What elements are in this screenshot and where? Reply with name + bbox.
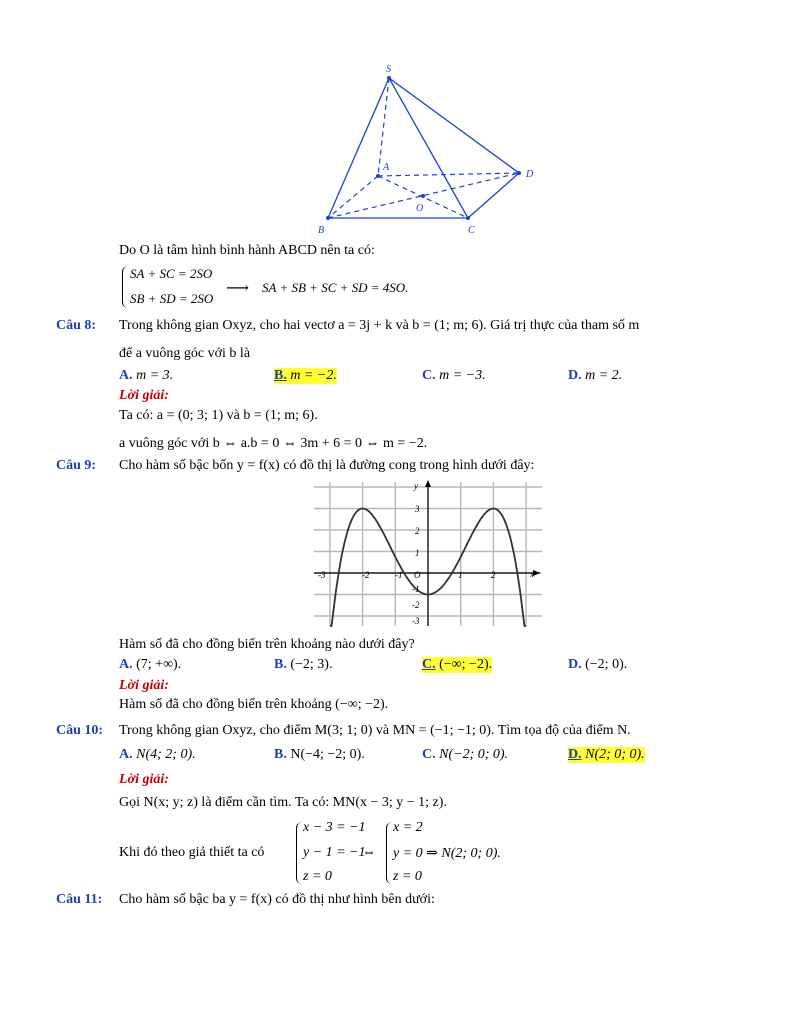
q8-option-b[interactable] — [274, 368, 337, 384]
q8-option-a[interactable] — [119, 368, 173, 384]
q10-option-a[interactable] — [119, 747, 196, 763]
q10-solution-1: Gọi N(x; y; z) là điểm cần tìm. Ta có: MN(x − 3; y − 1; z). — [119, 795, 447, 810]
label-c: C — [468, 225, 475, 236]
q8-solution-label: Lời giải: — [119, 388, 169, 403]
q9-label: Câu 9: — [56, 458, 97, 473]
x-tick-neg3: -3 — [318, 570, 326, 580]
option-key: B. — [274, 368, 287, 383]
option-text: m = 3. — [136, 368, 174, 383]
option-text: m = −3. — [439, 368, 486, 383]
q10-solution-label: Lời giải: — [119, 772, 169, 787]
option-key: C. — [422, 657, 436, 672]
option-text: m = −2. — [290, 368, 337, 383]
option-key: C. — [422, 368, 436, 383]
intro-brace — [122, 266, 128, 308]
q9-option-b[interactable] — [274, 657, 332, 673]
y-tick-neg1: -1 — [412, 584, 420, 594]
option-key: D. — [568, 657, 582, 672]
x-tick-1: 1 — [458, 570, 463, 580]
label-o: O — [416, 203, 424, 214]
q8-stem: Trong không gian Oxyz, cho hai vectơ a = 3j + k và b = (1; m; 6). Giá trị thực của tham số m — [119, 318, 640, 333]
q10-sys-left-2: y − 1 = −1 — [303, 845, 366, 860]
x-tick-neg1: -1 — [395, 570, 403, 580]
q8-stem-2: để a vuông góc với b là — [119, 346, 251, 361]
option-text: N(4; 2; 0). — [136, 747, 196, 762]
option-text: (−2; 3). — [290, 657, 333, 672]
q9-solution-1: Hàm số đã cho đồng biến trên khoảng (−∞; −2). — [119, 697, 389, 712]
q8-solution-1: Ta có: a = (0; 3; 1) và b = (1; m; 6). — [119, 408, 318, 423]
q10-option-b[interactable] — [274, 747, 365, 763]
option-key: C. — [422, 747, 436, 762]
label-s: S — [386, 64, 391, 75]
option-text: (−∞; −2). — [439, 657, 493, 672]
option-key: B. — [274, 747, 287, 762]
intro-sys-2: SB + SD = 2SO — [130, 291, 214, 306]
y-axis-label: y — [414, 481, 418, 491]
y-tick-3: 3 — [415, 504, 420, 514]
q10-sys-right-2: y = 0 ⇒ N(2; 0; 0). — [393, 846, 501, 861]
pyramid-figure — [310, 58, 550, 238]
q10-sys-right-1: x = 2 — [393, 820, 423, 835]
q9-option-d[interactable] — [568, 657, 627, 673]
q10-sys-left-3: z = 0 — [303, 869, 332, 884]
q10-option-c[interactable] — [422, 747, 508, 763]
option-key: A. — [119, 657, 133, 672]
y-tick-neg3: -3 — [412, 616, 420, 626]
option-key: A. — [119, 747, 133, 762]
quartic-graph — [312, 478, 544, 628]
q10-stem: Trong không gian Oxyz, cho điểm M(3; 1; 0) và MN = (−1; −1; 0). Tìm tọa độ của điểm N. — [119, 723, 631, 738]
intro-result: SA + SB + SC + SD = 4SO. — [262, 280, 409, 295]
option-key: B. — [274, 657, 287, 672]
q9-option-c[interactable] — [422, 657, 492, 673]
q8-solution-2: a vuông góc với b ⇔ a.b = 0 ⇔ 3m + 6 = 0 ⇔ m = −2. — [119, 436, 428, 451]
x-tick-2: 2 — [491, 570, 496, 580]
label-d: D — [526, 169, 534, 180]
intro-arrow: ⟶ — [226, 280, 249, 297]
q10-system-left-brace — [296, 822, 302, 884]
q10-sys-left-1: x − 3 = −1 — [303, 820, 366, 835]
label-b: B — [318, 225, 325, 236]
q9-solution-label: Lời giải: — [119, 678, 169, 693]
option-key: D. — [568, 368, 582, 383]
x-tick-origin: O — [414, 570, 421, 580]
q10-solution-2-prefix: Khi đó theo giả thiết ta có — [119, 845, 265, 860]
intro-line: Do O là tâm hình bình hành ABCD nên ta có: — [119, 243, 375, 258]
option-text: m = 2. — [585, 368, 623, 383]
q9-stem: Cho hàm số bậc bốn y = f(x) có đồ thị là đường cong trong hình dưới đây: — [119, 458, 535, 473]
q11-label: Câu 11: — [56, 892, 103, 907]
q9-question: Hàm số đã cho đồng biến trên khoảng nào dưới đây? — [119, 637, 415, 652]
option-text: N(−4; −2; 0). — [290, 747, 365, 762]
option-text: N(−2; 0; 0). — [439, 747, 509, 762]
q10-option-d[interactable] — [568, 747, 645, 763]
q10-system-right-brace — [386, 822, 392, 884]
q9-option-a[interactable] — [119, 657, 181, 673]
x-axis-label: x — [530, 569, 534, 579]
q8-option-c[interactable] — [422, 368, 486, 384]
y-tick-neg2: -2 — [412, 600, 420, 610]
intro-sys-1: SA + SC = 2SO — [130, 266, 213, 281]
q8-label: Câu 8: — [56, 318, 97, 333]
x-tick-neg2: -2 — [362, 570, 370, 580]
q10-label: Câu 10: — [56, 723, 104, 738]
y-tick-2: 2 — [415, 526, 420, 536]
option-key: D. — [568, 747, 582, 762]
q11-stem: Cho hàm số bậc ba y = f(x) có đồ thị như hình bên dưới: — [119, 892, 435, 907]
q8-option-d[interactable] — [568, 368, 622, 384]
label-a: A — [383, 162, 390, 173]
option-text: (−2; 0). — [585, 657, 628, 672]
q10-equiv: ⇔ — [362, 845, 376, 860]
option-key: A. — [119, 368, 133, 383]
option-text: N(2; 0; 0). — [585, 747, 645, 762]
option-text: (7; +∞). — [136, 657, 182, 672]
q10-sys-right-3: z = 0 — [393, 869, 422, 884]
y-tick-1: 1 — [415, 548, 420, 558]
